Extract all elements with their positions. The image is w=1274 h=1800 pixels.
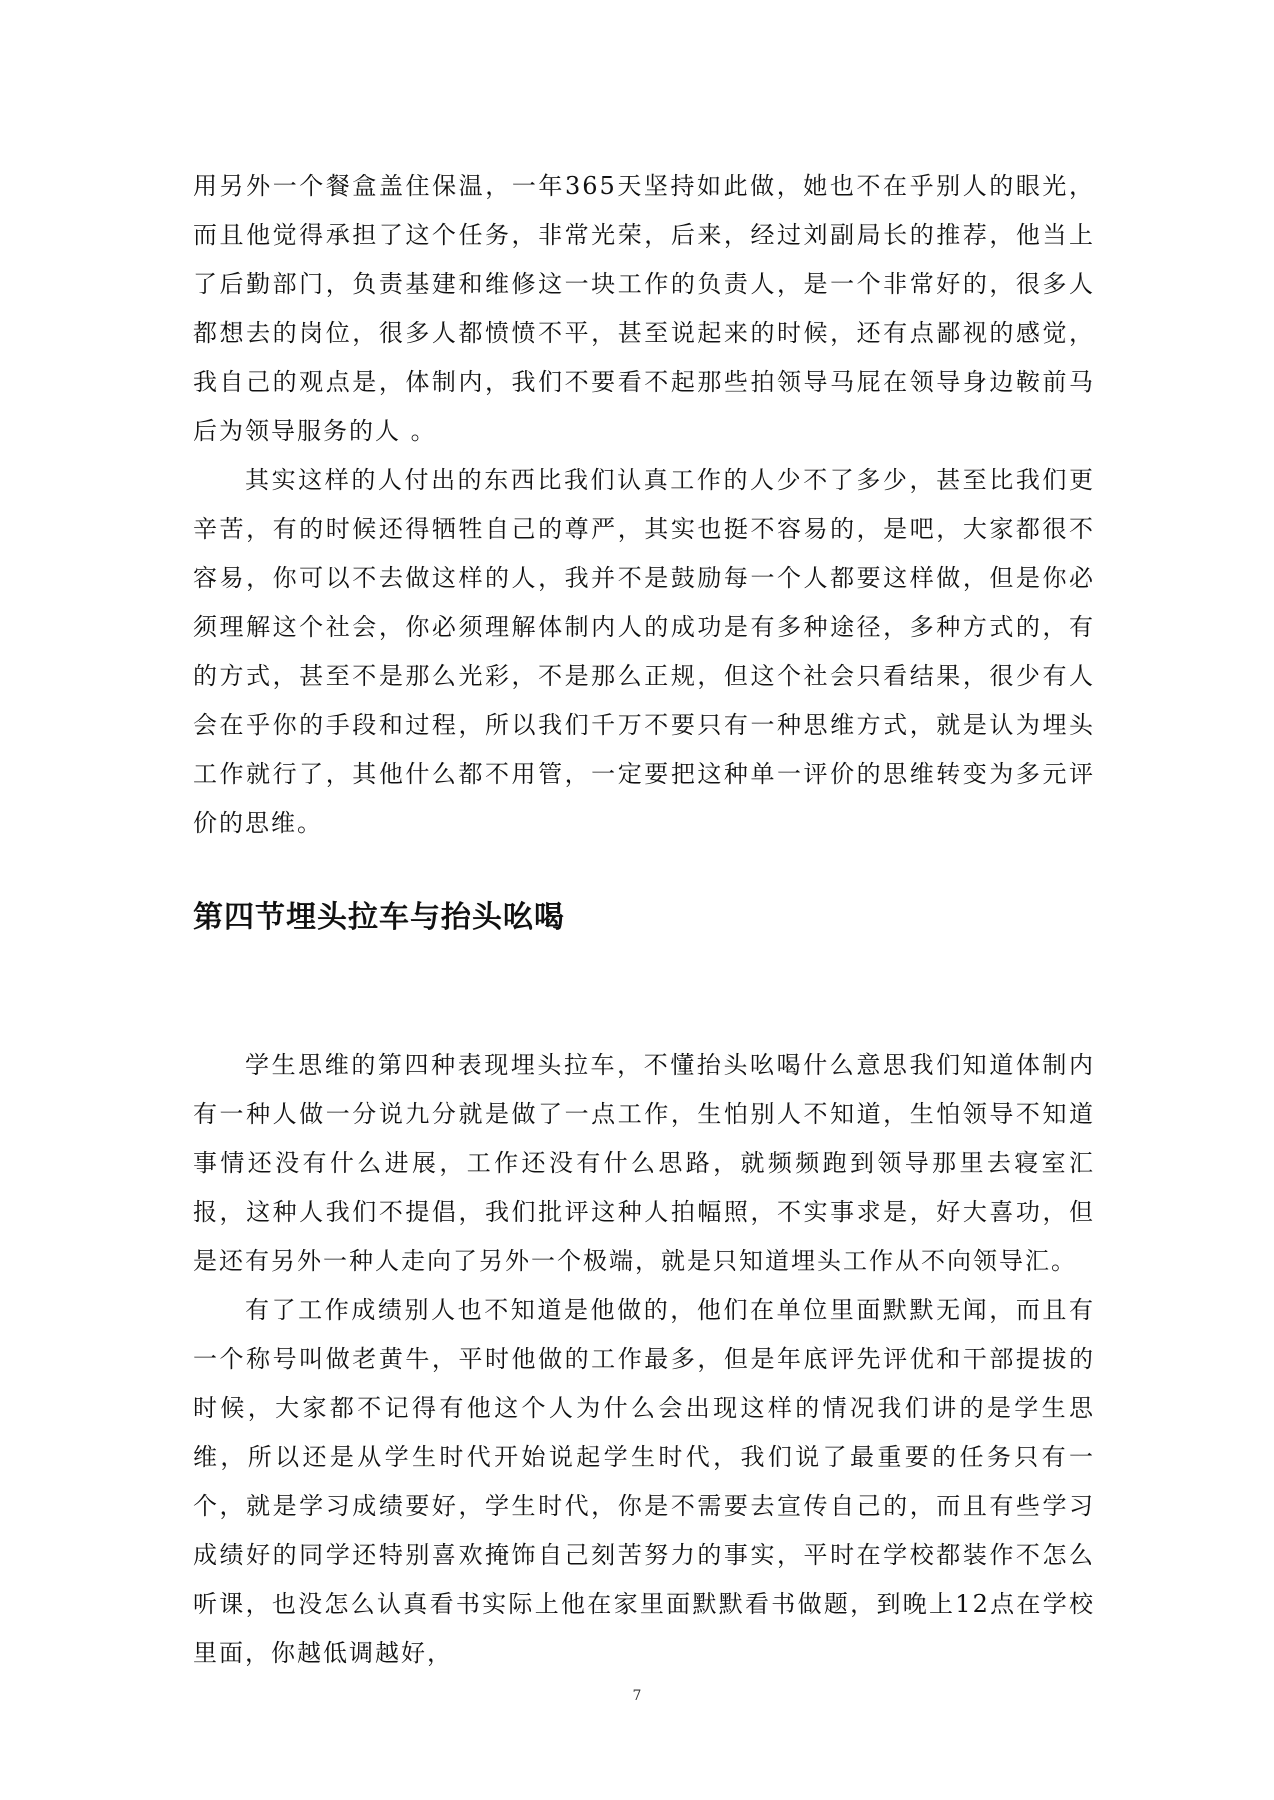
paragraph-continued: 用另外一个餐盒盖住保温，一年365天坚持如此做，她也不在乎别人的眼光，而且他觉得承担了这个任务，非常光荣，后来，经过刘副局长的推荐，他当上了后勤部门，负责基建和维修这一块工作的负责人，是一个非常好的，很多人都想去的岗位，很多人都愤愤不平，甚至说起来的时候，还有点鄙视的感觉，我自己的观点是，体制内，我们不要看不起那些拍领导马屁在领导身边鞍前马后为领导服务的人 。 — [193, 172, 1095, 445]
body-text-section — [193, 1041, 1095, 1678]
page-number: 7 — [632, 1688, 642, 1704]
body-text-top — [193, 162, 1095, 848]
paragraph: 有了工作成绩别人也不知道是他做的，他们在单位里面默默无闻，而且有一个称号叫做老黄牛，平时他做的工作最多，但是年底评先评优和干部提拔的时候，大家都不记得有他这个人为什么会出现这样的情况我们讲的是学生思维，所以还是从学生时代开始说起学生时代，我们说了最重要的任务只有一个，就是学习成绩要好，学生时代，你是不需要去宣传自己的，而且有些学习成绩好的同学还特别喜欢掩饰自己刻苦努力的事实，平时在学校都装作不怎么听课，也没怎么认真看书实际上他在家里面默默看书做题，到晚上12点在学校里面，你越低调越好， — [193, 1296, 1095, 1667]
section-heading: 第四节埋头拉车与抬头吆喝 — [193, 900, 565, 935]
paragraph: 学生思维的第四种表现埋头拉车，不懂抬头吆喝什么意思我们知道体制内有一种人做一分说九分就是做了一点工作，生怕别人不知道，生怕领导不知道事情还没有什么进展，工作还没有什么思路，就频频跑到领导那里去寝室汇报，这种人我们不提倡，我们批评这种人拍幅照，不实事求是，好大喜功，但是还有另外一种人走向了另外一个极端，就是只知道埋头工作从不向领导汇。 — [193, 1051, 1095, 1275]
paragraph: 其实这样的人付出的东西比我们认真工作的人少不了多少，甚至比我们更辛苦，有的时候还得牺牲自己的尊严，其实也挺不容易的，是吧，大家都很不容易，你可以不去做这样的人，我并不是鼓励每一个人都要这样做，但是你必须理解这个社会，你必须理解体制内人的成功是有多种途径，多种方式的，有的方式，甚至不是那么光彩，不是那么正规，但这个社会只看结果，很少有人会在乎你的手段和过程，所以我们千万不要只有一种思维方式，就是认为埋头工作就行了，其他什么都不用管，一定要把这种单一评价的思维转变为多元评价的思维。 — [193, 466, 1095, 837]
